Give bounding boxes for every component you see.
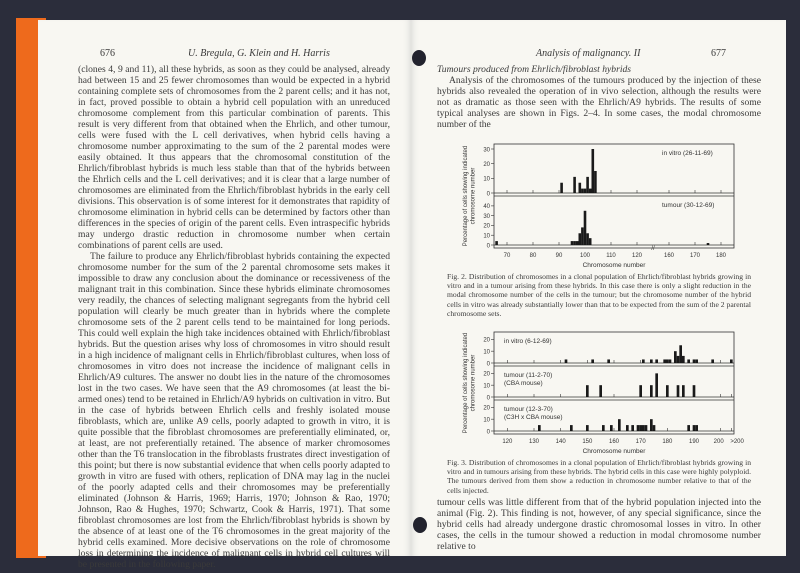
y-tick-label: 20 (483, 161, 490, 168)
bar (592, 149, 595, 193)
bar (573, 177, 576, 193)
bar (570, 425, 573, 431)
y-tick-label: 10 (483, 176, 490, 183)
x-tick-label: 80 (529, 253, 537, 259)
bar (695, 359, 698, 363)
figure-2-chart (454, 132, 744, 270)
bar (602, 425, 605, 431)
bar (637, 425, 640, 431)
y-tick-label: 0 (486, 395, 490, 402)
x-axis-label: Chromosome number (582, 262, 646, 269)
x-tick-label: 90 (555, 253, 563, 259)
bar (682, 385, 685, 397)
bar (586, 425, 589, 431)
y-tick-label: 10 (483, 233, 490, 240)
y-axis-label-line: chromosome number (470, 354, 477, 412)
bar (669, 359, 672, 363)
bar (687, 425, 690, 431)
bar (655, 373, 658, 397)
x-tick-label: 110 (606, 253, 616, 259)
figure-2-caption: Fig. 2. Distribution of chromosomes in a clonal population of Ehrlich/fibroblast hybrids growing in vitro and in a tumour arising from these hybrids. In this case there is only a slight reduction in the modal chromosome number of the cells in the tumour; but the chromosome number of the hybrid cells in vitro was already substantially lower than that to be expected from the sum of the 2 parental chromosome sets. (447, 272, 751, 318)
x-tick-label: 130 (528, 439, 540, 446)
y-tick-label: 0 (486, 243, 490, 250)
y-axis-label-line: Percentage of cells showing indicated (463, 332, 469, 434)
x-tick-label: 190 (688, 439, 700, 446)
panel-label: (CBA mouse) (504, 380, 543, 388)
panel-label: (C3H x CBA mouse) (504, 414, 563, 422)
bar (618, 419, 621, 431)
body-text-top (437, 64, 761, 130)
y-tick-label: 40 (483, 204, 490, 211)
bar (711, 359, 714, 363)
x-tick-label: 70 (503, 253, 511, 259)
x-tick-label: >200 (730, 439, 744, 446)
y-axis-label (463, 333, 477, 433)
paragraph: tumour cells was little different from that of the hybrid population injected into the animal (Fig. 2). This finding is not, however, of any special significance, since the hybrid cells had already undergone drastic chromosomal losses in vitro. In other cases, the cells in the tumour showed a reduction in modal chromosome number relative to (437, 496, 761, 552)
figure-3-chart (454, 320, 744, 456)
bar (639, 385, 642, 397)
bar (639, 425, 642, 431)
bar (655, 359, 658, 363)
bar (591, 359, 594, 363)
bar (589, 189, 592, 193)
running-head: U. Bregula, G. Klein and H. Harris (188, 48, 330, 59)
bar (589, 238, 592, 245)
bar (581, 227, 584, 245)
bar (495, 241, 498, 245)
y-tick-label: 20 (483, 371, 490, 378)
paragraph: (clones 4, 9 and 11), all these hybrids, as soon as they could be analysed, already had between 15 and 25 fewer chromosomes than would be expected in a hybrid containing complete sets of chromosomes from the 2 parent cells; and it has not, in fact, proved possible to obtain a hybrid cell population with an unreduced chromosome complement from this particular combination of parents. This result is very different from that obtained when the Ehrlich, and other tumour, cells were fused with the L cell derivatives, when hybrid cells having a chromosome number approximating to the sum of the 2 parental modes were easily obtained. It thus appears that the chromosomal constitution of the Ehrlich/fibroblast hybrids is much less stable than that of the hybrids between the Ehrlich cells and the L cell derivatives; and it is clear that a large number of chromosomes are eliminated from the Ehrlich/fibroblast hybrids in the early cell divisions. This observation is of some interest for it demonstrates that rapidity of chromosome elimination in hybrid cells can be determined by factors other than differences in the species of origin of the parent cells. Even intraspecific hybrids may undergo drastic reduction in chromosome number when certain combinations of parent cells are used. (78, 64, 390, 251)
y-tick-label: 0 (486, 429, 490, 436)
y-axis-label (463, 146, 477, 246)
right-page-flow (437, 64, 761, 552)
bar (631, 425, 634, 431)
bar (730, 359, 733, 363)
bar (666, 385, 669, 397)
bar (677, 356, 680, 363)
y-axis-label-line: Percentage of cells showing indicated (463, 145, 469, 247)
bar (693, 359, 696, 363)
y-tick-label: 30 (483, 213, 490, 220)
x-tick-label: 140 (555, 439, 566, 446)
figure-3-caption: Fig. 3. Distribution of chromosomes in a clonal population of Ehrlich/fibroblast hybrids growing in vitro and in tumours arising from these hybrids. The hybrid cells in this case were highly polyploid. The tumours derived from them show a reduction in chromosome number relative to that of the cells injected. (447, 458, 751, 495)
bar (586, 385, 589, 397)
y-tick-label: 20 (483, 405, 490, 412)
axis-break: // (651, 246, 655, 252)
bar (571, 241, 574, 245)
punch-hole (413, 517, 427, 533)
x-tick-label: 160 (663, 253, 675, 259)
y-tick-label: 10 (483, 383, 490, 390)
bar (573, 241, 576, 245)
x-tick-label: 200 (713, 439, 724, 446)
x-tick-label: 180 (662, 439, 673, 446)
bar (576, 241, 579, 245)
bar (677, 385, 680, 397)
bar (687, 359, 690, 363)
y-tick-label: 20 (483, 337, 490, 344)
bar (584, 211, 587, 245)
section-heading: Tumours produced from Ehrlich/fibroblast hybrids (437, 64, 632, 75)
right-page (411, 20, 786, 556)
panel-label: tumour (11-2-70) (504, 372, 553, 380)
x-tick-label: 120 (502, 439, 513, 446)
bar (650, 359, 653, 363)
bar (653, 425, 656, 431)
bar (663, 359, 666, 363)
bar (693, 385, 696, 397)
x-tick-label: 170 (689, 253, 701, 259)
bar (666, 359, 669, 363)
panel-label: tumour (12-3-70) (504, 406, 553, 414)
bar (584, 189, 587, 193)
panel-label: tumour (30-12-69) (662, 202, 715, 209)
bar (674, 351, 677, 363)
bar (626, 425, 629, 431)
y-axis-label-line: chromosome number (470, 167, 477, 225)
bar (645, 425, 648, 431)
paragraph: The failure to produce any Ehrlich/fibroblast hybrids containing the expected chromosome number for the sum of the 2 parental chromosome sets makes it impossible to draw any conclusion about the dominance or recessiveness of the malignant trait in this combination. Since these hybrids eliminate chromosomes very readily, the chances of selecting malignant segregants from the hybrid cell population will clearly be much greater than in hybrids where the complete chromosome sets of the 2 parent cells tend to be maintained for long periods. This could well explain the high take incidences obtained with Ehrlich/fibroblast hybrids. But the question arises why loss of chromosomes in vitro should result in a high incidence of malignant cells in Ehrlich/fibroblast cultures, when loss of chromosomes in vitro does not increase the incidence of malignant cells in Ehrlich/A9 cultures. The answer no doubt lies in the nature of the chromosomes lost in the two cases. We have seen that the A9 chromosomes (at least the bi-armed ones) tend to be retained in Ehrlich/A9 hybrids on cultivation in vitro. But in the case of hybrids between Ehrlich cells and freshly isolated mouse fibroblasts, which are, unlike A9 cells, poorly adapted to growth in vitro, it is quite possible that the fibroblast chromosomes are preferentially eliminated, or, at least, are not preferentially retained. The absence of marker chromosomes other than the T6 translocation in the fibroblasts frustrates direct investigation of this point; but there is now substantial evidence that when cells poorly adapted to growth in vitro are fused with others, replication of DNA may lag in the nuclei of the poorly adapted cells and their chromosomes may be preferentially eliminated (Johnson & Harris, 1969; Harris, 1970; Johnson & Rao, 1970; Johnson, Rao & Hughes, 1970; Schwartz, Cook & Harris, 1971). That some fibroblast chromosomes are lost from the Ehrlich/fibroblast hybrids is shown by the absence of at least one of the T6 chromosomes in the great majority of the hybrid cells examined. More decisive observations on the role of chromosome loss in determining the incidence of malignant cells in hybrid cell cultures will be presented in the following paper. (78, 251, 390, 570)
bar (586, 177, 589, 193)
bar (695, 425, 698, 431)
page-number: 676 (100, 48, 115, 59)
bar (560, 183, 563, 193)
body-text-bottom (437, 497, 761, 552)
x-tick-label: 100 (579, 253, 591, 259)
bar (693, 425, 696, 431)
left-page (38, 20, 411, 570)
bar (586, 233, 589, 245)
x-tick-label: 150 (582, 439, 593, 446)
bar (682, 356, 685, 363)
bar (642, 425, 645, 431)
x-axis-label: Chromosome number (582, 448, 646, 456)
bar (538, 425, 541, 431)
y-tick-label: 10 (483, 349, 490, 356)
bar (707, 243, 710, 245)
bar (579, 233, 582, 245)
bar (594, 171, 597, 193)
bar (607, 359, 610, 363)
bar (650, 385, 653, 397)
bar (610, 425, 613, 431)
punch-hole (412, 50, 426, 66)
panel-label: in vitro (6-12-69) (504, 338, 552, 346)
bar (565, 359, 568, 363)
body-text (78, 64, 390, 570)
running-head: Analysis of malignancy. II (536, 48, 641, 59)
y-tick-label: 30 (483, 147, 490, 154)
bar (581, 189, 584, 193)
y-tick-label: 0 (486, 361, 490, 368)
x-tick-label: 180 (715, 253, 727, 259)
bar (599, 385, 602, 397)
bar (642, 359, 645, 363)
y-tick-label: 10 (483, 417, 490, 424)
y-tick-label: 0 (486, 191, 490, 198)
panel-label: in vitro (26-11-69) (662, 150, 713, 157)
x-tick-label: 170 (635, 439, 646, 446)
page-number: 677 (711, 48, 726, 59)
paragraph: Analysis of the chromosomes of the tumours produced by the injection of these hybrids also revealed the operation of in vivo selection, although the results were not as dramatic as those seen with the Ehrlich/A9 hybrids. The results of some typical analyses are shown in Figs. 2–4. In some cases, the modal chromosome number of the (437, 75, 761, 130)
x-tick-label: 160 (608, 439, 620, 446)
x-tick-label: 120 (631, 253, 643, 259)
y-tick-label: 20 (483, 223, 490, 230)
bar (650, 419, 653, 431)
bar (679, 345, 682, 363)
bar (579, 183, 582, 193)
